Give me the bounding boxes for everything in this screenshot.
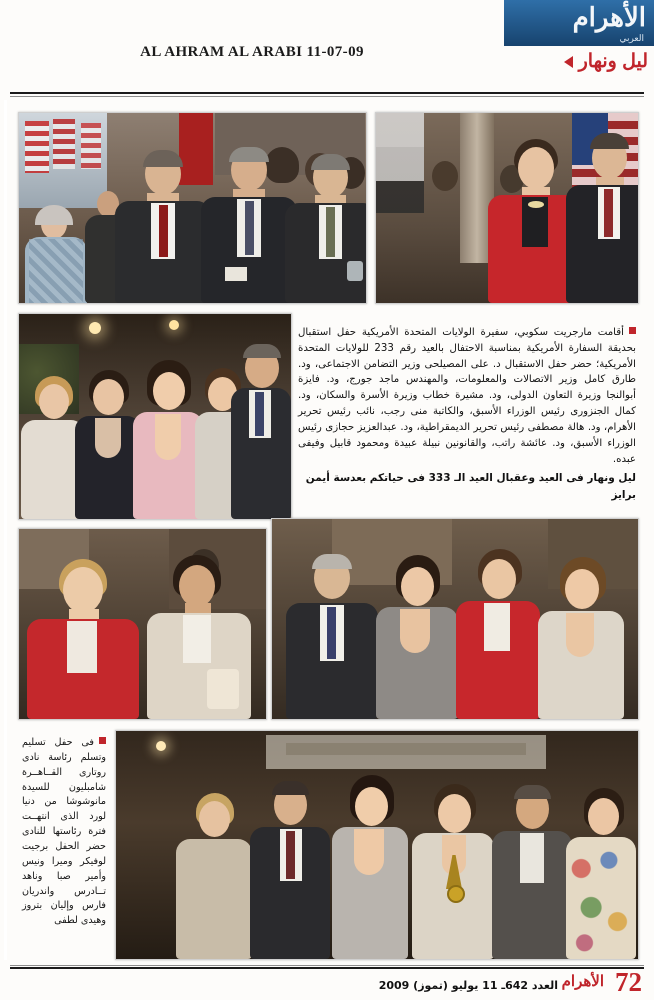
- sidebar-caption: [22, 736, 106, 929]
- bullet-square-icon: [629, 327, 636, 334]
- page-number: 72: [615, 967, 642, 997]
- footer-logo: [561, 973, 604, 994]
- article-body-text: أقامت مارجريت سكوبي، سفيرة الولايات المتحدة الأمريكية حفل استقبال بحديقة السفارة الأمريكية بمناسبة الاحتفال بالعيد رقم 233 للولايات المتحدة الأمريكية؛ حضر حفل الاستقبال د. على المصيلحى وزير التضامن الاجتماعى، ود. طارق كامل وزير الاتصالات والمعلومات، والمهندس ماجد جورج، ود. فايزة أبوالنجا وزيرة التعاون الدولى، ود. مشيرة خطاب وزيرة الأسرة والسكان، ود. كمال الجنزورى رئيس الوزراء الأسبق، والكاتبة منى رجب، نائب رئيس تحرير الأهرام، ود. هالة مصطفى رئيس تحرير الديمقراطية، ود. عبدالعزيز حجازى رئيس الوزراء الأسبق، ود. عائشة راتب، والقانونين نبيلة عبيدة ومحمود قابيل وفيفى عبده.: [298, 327, 636, 465]
- footer-logo-text: الأهرام: [561, 973, 604, 990]
- photo-three-men-reception: [18, 112, 367, 304]
- photo-group-of-five: [271, 518, 639, 720]
- article-subheading: ليل ونهار فى العيد وعقبال العيد الـ 333 فى حياتكم بعدسة أيمن برايز: [305, 472, 636, 501]
- article-body: [298, 325, 636, 467]
- photo-ambassador-couple: [375, 112, 639, 304]
- masthead: [0, 0, 654, 88]
- issue-line: العدد 642ـ 11 يوليو (تموز) 2009: [378, 979, 558, 992]
- page-margin: [4, 100, 7, 960]
- publication-logo-arabic: الأهرام: [572, 2, 646, 32]
- photo-two-women: [18, 528, 267, 720]
- divider-top: [10, 92, 644, 94]
- sidebar-caption-text: فى حفل تسليم وتسلم رئاسة نادى روتارى القــاهــرة شامبليون للسيدة مانوشوشا من دنيا لورد الذى انتهــت فترة رئاستها للنادى حضر الحفل برجيت لوفيكر وميرا ونيس وأمير صبا وناهد تــادرس واندريان فارس وإليان بتروز وهيدى لطفى: [22, 737, 106, 927]
- section-title-text: ليل ونهار: [578, 51, 648, 72]
- publication-logo: [504, 0, 654, 46]
- publication-logo-subtitle: العربي: [619, 33, 644, 43]
- divider-bottom: [10, 967, 644, 969]
- triangle-icon: [564, 56, 573, 68]
- section-title: [498, 50, 648, 73]
- publication-date-line: AL AHRAM AL ARABI 11-07-09: [140, 44, 364, 60]
- photo-four-women-and-man: [18, 313, 292, 520]
- bullet-square-icon-2: [99, 737, 106, 744]
- photo-rotary-ceremony: [115, 730, 639, 960]
- divider-bottom-thin: [10, 965, 644, 966]
- divider-top-thin: [10, 96, 644, 97]
